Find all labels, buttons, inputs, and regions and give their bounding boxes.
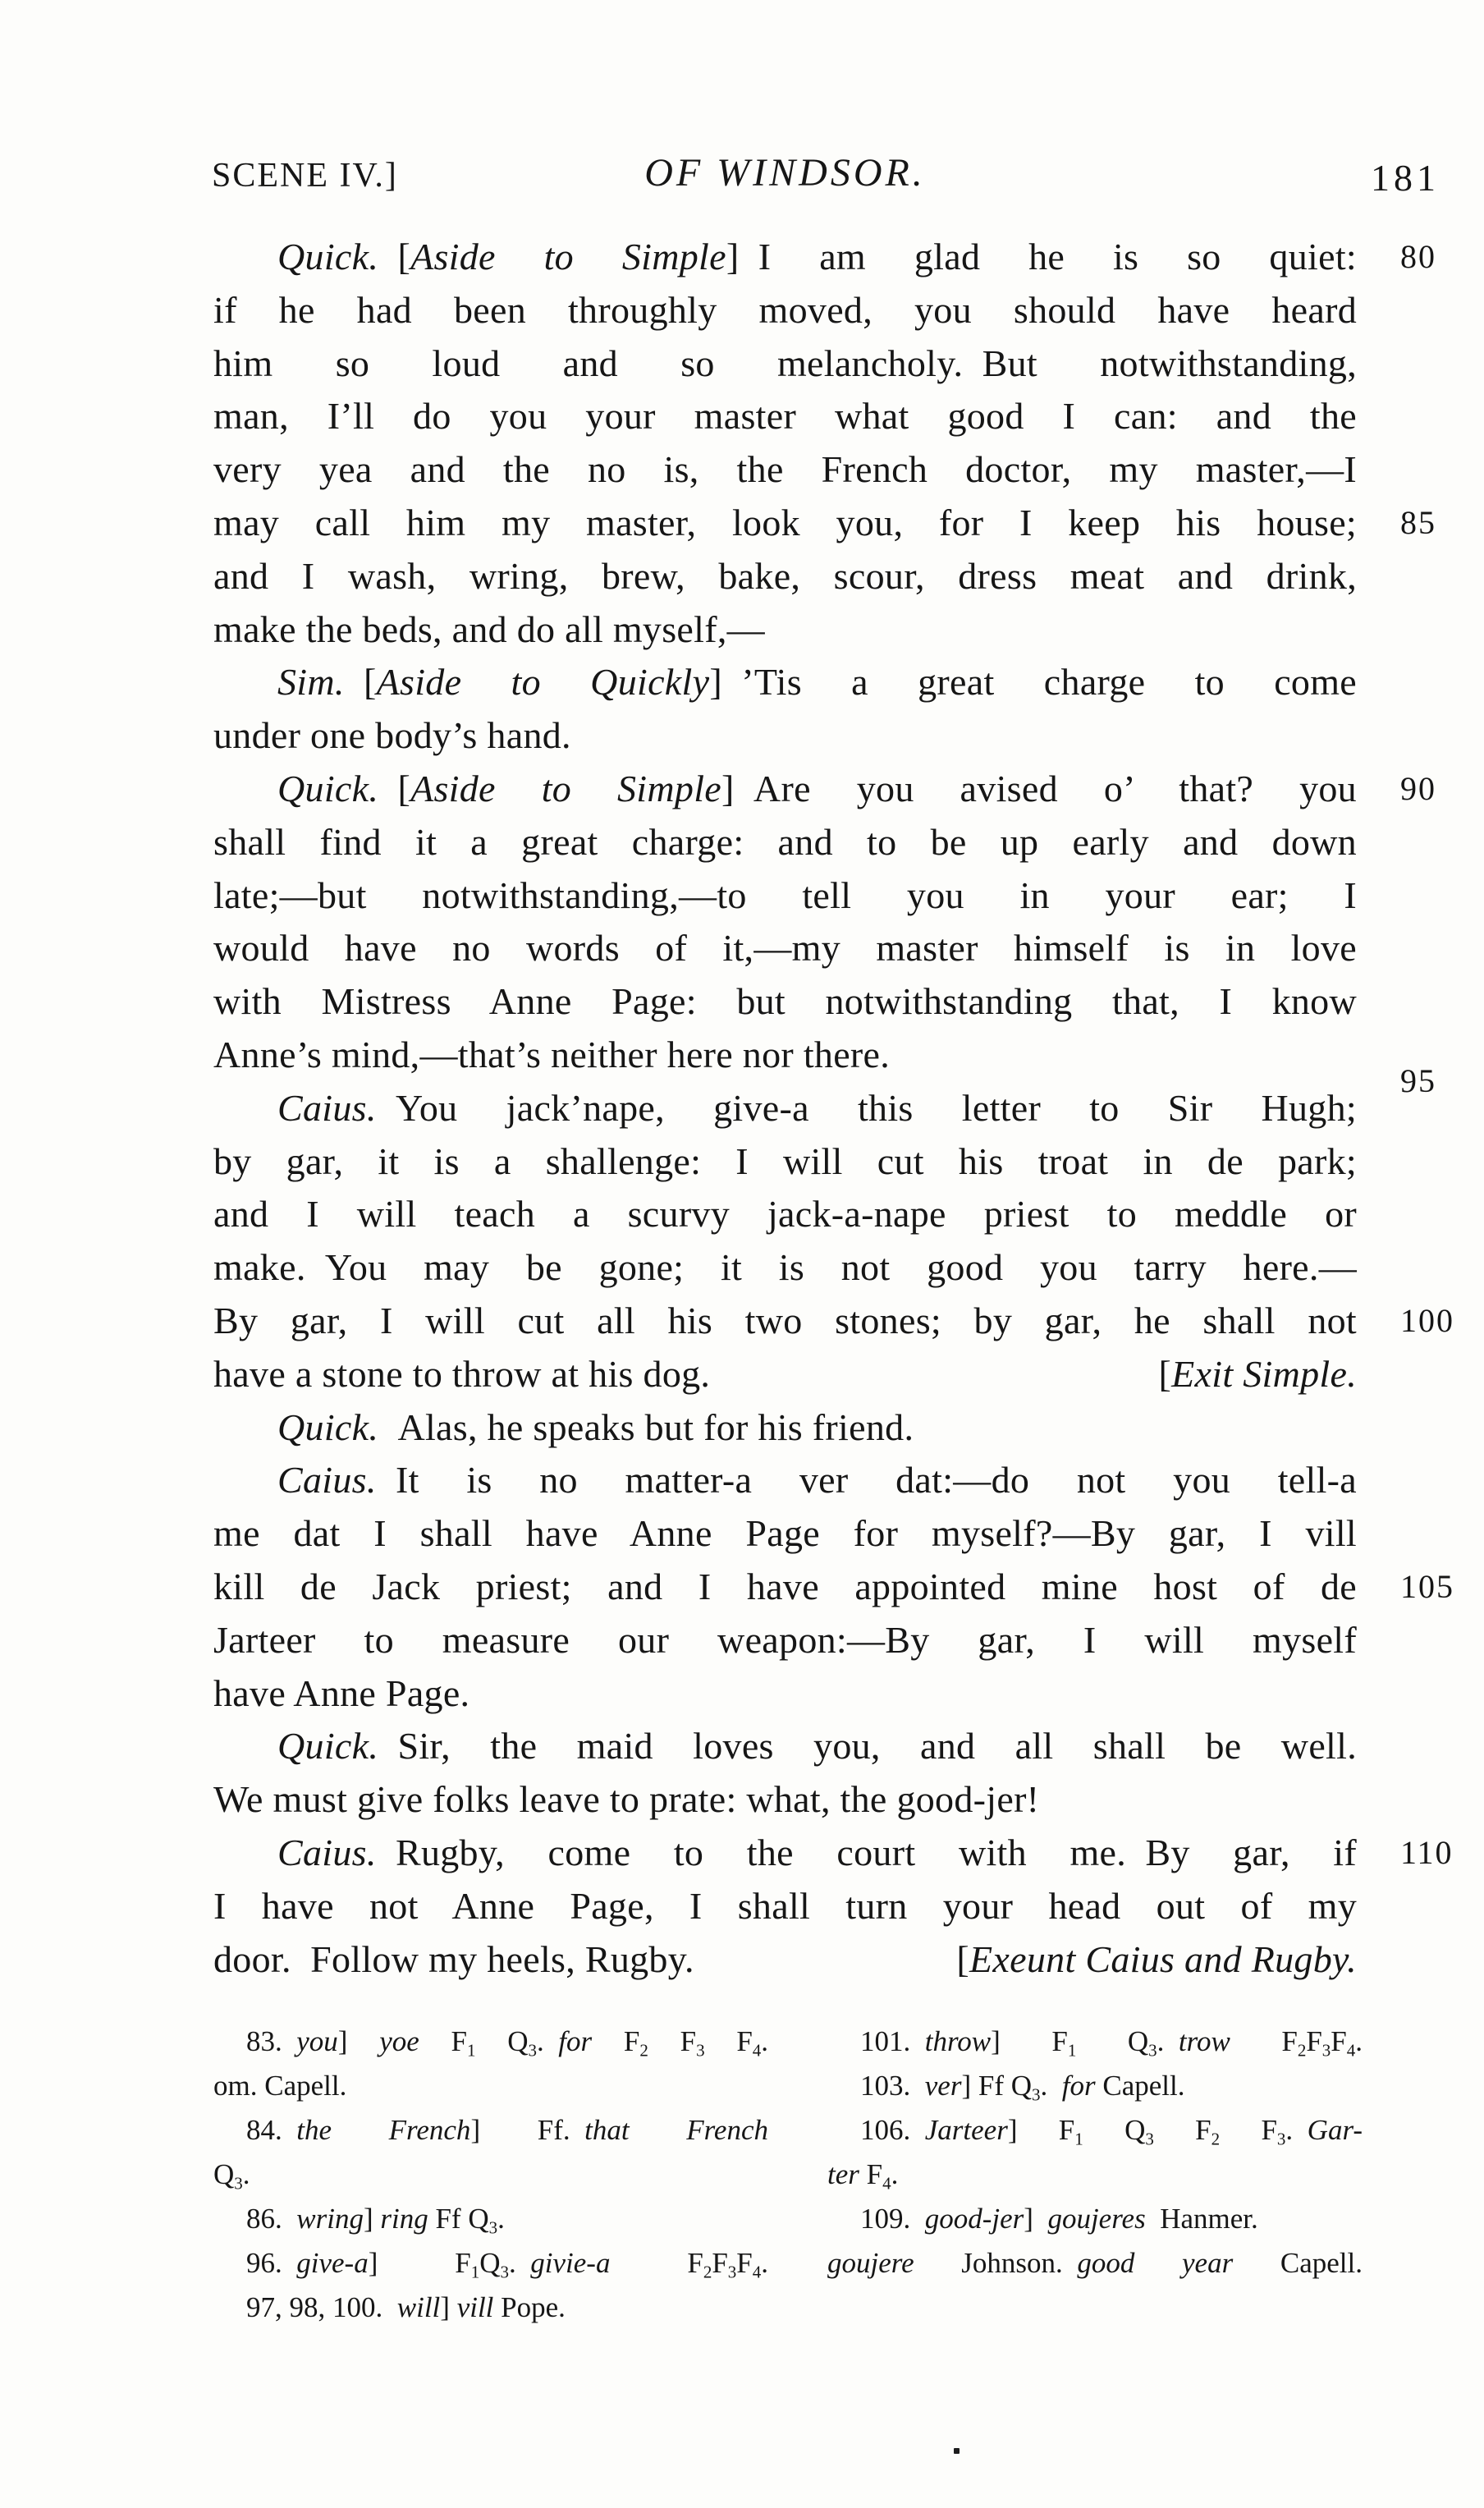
line-text xyxy=(827,2247,1363,2279)
text-run: F xyxy=(1220,2114,1277,2146)
note-line xyxy=(827,2020,1363,2064)
line-text xyxy=(213,608,765,650)
subscript-text: 3 xyxy=(1148,2040,1157,2061)
text-run: under one body’s hand. xyxy=(213,714,571,757)
text-line xyxy=(213,603,1357,657)
page-number: 181 xyxy=(1371,157,1440,199)
text-line xyxy=(213,975,1357,1029)
text-run: 97, 98, 100. xyxy=(246,2291,397,2323)
text-line xyxy=(213,1082,1357,1135)
text-run: Johnson. xyxy=(914,2247,1078,2279)
text-run: . xyxy=(242,2158,250,2190)
text-run: F xyxy=(1153,2114,1211,2146)
italic-text: Aside to Simple xyxy=(410,767,722,809)
line-text xyxy=(277,1406,914,1448)
text-line xyxy=(213,1933,1357,1987)
text-run: F xyxy=(419,2025,467,2057)
line-text xyxy=(213,1938,694,1980)
text-run: F xyxy=(1331,2025,1347,2057)
text-run: ] xyxy=(337,2025,380,2057)
text-line xyxy=(213,869,1357,923)
text-run: by gar, it is a shallenge: I will cut his troat in de park; xyxy=(213,1139,1357,1182)
text-run: F xyxy=(592,2025,640,2057)
italic-text: Exit Simple. xyxy=(1171,1352,1357,1395)
line-text xyxy=(213,2070,346,2102)
subscript-text: 4 xyxy=(752,2040,762,2061)
ink-speck xyxy=(954,2448,960,2454)
italic-text: Caius. xyxy=(277,1831,377,1873)
text-run: It is no matter-a ver dat:—do not you tell-a xyxy=(376,1459,1357,1502)
text-run: om. Capell. xyxy=(213,2070,347,2102)
subscript-text: 4 xyxy=(882,2173,891,2194)
italic-text: Quick. xyxy=(277,236,379,277)
line-text xyxy=(213,980,1357,1022)
italic-text: give-a xyxy=(296,2247,369,2279)
text-line xyxy=(213,1614,1357,1667)
italic-text: ter xyxy=(827,2158,859,2190)
line-text xyxy=(277,1832,1357,1873)
line-text xyxy=(277,768,1357,809)
line-number: 95 xyxy=(1400,1061,1436,1099)
line-text xyxy=(246,2203,505,2238)
italic-text: vill xyxy=(456,2291,494,2323)
line-text xyxy=(213,555,1357,597)
notes-column-left xyxy=(213,2020,768,2330)
italic-text: Quick. xyxy=(277,1725,379,1768)
text-line xyxy=(213,1507,1357,1561)
text-line xyxy=(213,1348,1357,1401)
text-run: By gar, I will cut all his two stones; by gar, he shall not xyxy=(213,1299,1357,1341)
subscript-text: 2 xyxy=(639,2040,648,2061)
text-run: F xyxy=(736,2247,753,2279)
line-text xyxy=(213,1512,1357,1554)
line-text xyxy=(213,2158,250,2194)
text-run: [ xyxy=(344,661,377,704)
subscript-text: 3 xyxy=(500,2262,510,2282)
line-number: 110 xyxy=(1400,1833,1454,1871)
text-run: ] F xyxy=(1007,2114,1075,2146)
line-text xyxy=(860,2025,1363,2061)
italic-text: givie-a xyxy=(530,2247,611,2279)
text-run: door. Follow my heels, Rugby. xyxy=(213,1937,694,1980)
line-text xyxy=(277,661,1357,703)
text-run: ] Ff. xyxy=(470,2114,585,2146)
text-run: make. You may be gone; it is not good you tarry here.— xyxy=(213,1246,1357,1289)
text-run: F xyxy=(704,2025,753,2057)
subscript-text: 3 xyxy=(528,2040,538,2061)
note-line xyxy=(213,2153,768,2197)
text-line xyxy=(213,1561,1454,1614)
note-line xyxy=(827,2064,1363,2108)
text-line xyxy=(213,1773,1357,1827)
text-run: . xyxy=(509,2247,531,2279)
text-run: me dat I shall have Anne Page for myself?—By gar, I vill xyxy=(213,1512,1357,1555)
note-line xyxy=(827,2241,1363,2286)
text-run: . xyxy=(761,2247,769,2279)
text-run: Rugby, come to the court with me. By gar, if xyxy=(376,1831,1357,1873)
text-line xyxy=(213,390,1357,443)
text-run: F xyxy=(712,2247,728,2279)
text-line xyxy=(213,1667,1357,1721)
subscript-text: 3 xyxy=(727,2262,737,2282)
text-run: Q xyxy=(479,2247,501,2279)
italic-text: Aside to Quickly xyxy=(376,661,710,704)
subscript-text: 1 xyxy=(1067,2040,1077,2061)
text-line xyxy=(213,1295,1454,1348)
subscript-text: 1 xyxy=(1074,2129,1083,2149)
text-run: F xyxy=(648,2025,697,2057)
italic-text: goujere xyxy=(827,2247,914,2279)
subscript-text: 4 xyxy=(1346,2040,1356,2061)
line-text xyxy=(213,448,1357,490)
subscript-text: 3 xyxy=(696,2040,705,2061)
stage-direction xyxy=(956,1933,1357,1987)
text-run: him so loud and so melancholy. But notwithstanding, xyxy=(213,342,1357,384)
line-text xyxy=(277,1087,1357,1129)
line-text xyxy=(213,1034,890,1075)
italic-text: the French xyxy=(296,2114,471,2146)
text-run: 84. xyxy=(246,2114,297,2146)
text-run: ] Ff Q xyxy=(961,2070,1033,2102)
stage-direction xyxy=(1159,1348,1358,1401)
italic-text: yoe xyxy=(379,2025,419,2057)
line-number: 90 xyxy=(1400,769,1436,807)
line-text xyxy=(860,2114,1363,2149)
text-line xyxy=(213,1880,1357,1933)
text-run: Alas, he speaks but for his friend. xyxy=(378,1405,914,1448)
text-run: [ xyxy=(1158,1352,1172,1395)
italic-text: Aside to Simple xyxy=(410,236,726,277)
text-run: [ xyxy=(956,1937,970,1980)
subscript-text: 1 xyxy=(467,2040,476,2061)
italic-text: Caius. xyxy=(277,1459,377,1502)
text-run: kill de Jack priest; and I have appointed mine host of de xyxy=(213,1565,1357,1607)
note-line xyxy=(213,2064,768,2108)
text-line xyxy=(213,443,1357,497)
text-run: . xyxy=(1285,2114,1308,2146)
text-run: and I will teach a scurvy jack-a-nape priest to meddle or xyxy=(213,1193,1357,1236)
text-run: We must give folks leave to prate: what, the good-jer! xyxy=(213,1778,1040,1821)
text-run: make the beds, and do all myself,— xyxy=(213,608,765,650)
text-run: ] F xyxy=(991,2025,1068,2057)
text-run: late;—but notwithstanding,—to tell you in your ear; I xyxy=(213,873,1357,916)
line-text xyxy=(860,2203,1258,2235)
text-run: I have not Anne Page, I shall turn your head out of my xyxy=(213,1884,1357,1927)
text-line xyxy=(213,1827,1454,1880)
text-run: Jarteer to measure our weapon:—By gar, I will myself xyxy=(213,1618,1357,1661)
subscript-text: 4 xyxy=(752,2262,762,2282)
text-run: Q xyxy=(1083,2114,1146,2146)
subscript-text: 3 xyxy=(234,2173,243,2194)
line-text xyxy=(213,342,1357,384)
text-run: . xyxy=(537,2025,559,2057)
subscript-text: 3 xyxy=(1145,2129,1154,2149)
line-text xyxy=(246,2247,769,2282)
text-run: ] xyxy=(363,2203,381,2235)
text-run: and I wash, wring, brew, bake, scour, dress meat and drink, xyxy=(213,554,1357,597)
text-run: . xyxy=(761,2025,769,2057)
text-run: ] xyxy=(1024,2203,1048,2235)
line-text xyxy=(213,874,1357,916)
italic-text: for xyxy=(1061,2070,1096,2102)
line-text xyxy=(213,289,1357,331)
text-run: F xyxy=(859,2158,883,2190)
note-line xyxy=(827,2153,1363,2197)
line-text xyxy=(277,236,1357,277)
italic-text: goujeres xyxy=(1047,2203,1146,2235)
italic-text: ring xyxy=(380,2203,428,2235)
subscript-text: 2 xyxy=(703,2262,712,2282)
text-line xyxy=(213,763,1436,816)
text-run: ] xyxy=(440,2291,457,2323)
italic-text: Exeunt Caius and Rugby. xyxy=(969,1937,1357,1980)
text-line xyxy=(213,550,1357,603)
text-run: ] ’Tis a great charge to come xyxy=(709,661,1358,704)
note-line xyxy=(213,2286,768,2330)
subscript-text: 2 xyxy=(1211,2129,1221,2149)
line-number: 105 xyxy=(1400,1567,1454,1605)
italic-text: Jarteer xyxy=(924,2114,1008,2146)
line-text xyxy=(213,1778,1039,1820)
text-run: have a stone to throw at his dog. xyxy=(213,1352,711,1395)
subscript-text: 3 xyxy=(1276,2129,1286,2149)
line-number: 85 xyxy=(1400,503,1436,541)
note-line xyxy=(827,2108,1363,2153)
line-text xyxy=(213,1246,1357,1288)
text-line xyxy=(213,1720,1357,1773)
text-run: F xyxy=(1306,2025,1322,2057)
line-text xyxy=(277,1459,1357,1501)
text-run: 83. xyxy=(246,2025,297,2057)
text-run: Hanmer. xyxy=(1145,2203,1258,2235)
text-line xyxy=(213,1241,1357,1295)
text-run: Ff Q xyxy=(428,2203,489,2235)
italic-text: ver xyxy=(924,2070,962,2102)
italic-text: good year xyxy=(1077,2247,1234,2279)
text-run: Q xyxy=(213,2158,235,2190)
line-number: 100 xyxy=(1400,1301,1454,1339)
subscript-text: 3 xyxy=(1032,2084,1041,2105)
text-run: may call him my master, look you, for I keep his house; xyxy=(213,501,1357,543)
text-run: 106. xyxy=(860,2114,925,2146)
italic-text: wring xyxy=(296,2203,364,2235)
line-text xyxy=(246,2114,768,2146)
text-run: You jack’nape, give-a this letter to Sir Hugh; xyxy=(376,1086,1357,1129)
text-run: with Mistress Anne Page: but notwithstanding that, I know xyxy=(213,980,1357,1023)
line-text xyxy=(860,2070,1185,2105)
italic-text: Quick. xyxy=(277,1405,379,1448)
line-text xyxy=(213,1566,1357,1607)
italic-text: Quick. xyxy=(277,767,379,809)
italic-text: will xyxy=(396,2291,441,2323)
line-text xyxy=(213,1885,1357,1927)
note-line xyxy=(827,2197,1363,2241)
text-run: Q xyxy=(475,2025,529,2057)
note-line xyxy=(213,2197,768,2241)
text-run: ] Are you avised o’ that? you xyxy=(721,767,1357,809)
text-run: . xyxy=(891,2158,899,2190)
line-text xyxy=(213,1672,469,1714)
text-run: 86. xyxy=(246,2203,297,2235)
text-run: . xyxy=(1040,2070,1062,2102)
italic-text: Sim. xyxy=(277,661,345,704)
notes-column-right xyxy=(827,2020,1363,2286)
italic-text: for xyxy=(558,2025,593,2057)
line-text xyxy=(246,2025,769,2061)
italic-text: throw xyxy=(924,2025,992,2057)
text-run: 109. xyxy=(860,2203,925,2235)
running-title: OF WINDSOR. xyxy=(644,151,926,195)
text-line xyxy=(213,1135,1357,1189)
line-text xyxy=(213,1619,1357,1661)
italic-text: that French xyxy=(584,2114,768,2146)
text-run: 103. xyxy=(860,2070,925,2102)
italic-text: good-jer xyxy=(924,2203,1024,2235)
line-text xyxy=(246,2291,566,2323)
subscript-text: 1 xyxy=(470,2262,480,2282)
text-run: F xyxy=(1230,2025,1298,2057)
line-text xyxy=(213,502,1357,543)
line-text xyxy=(213,1300,1357,1341)
text-line xyxy=(213,497,1436,550)
text-run: if he had been throughly moved, you should have heard xyxy=(213,288,1357,331)
italic-text: Caius. xyxy=(277,1086,377,1129)
text-run: have Anne Page. xyxy=(213,1671,470,1714)
play-text xyxy=(213,231,1454,1986)
text-run: [ xyxy=(378,767,411,809)
text-line xyxy=(213,816,1357,869)
italic-text: trow xyxy=(1178,2025,1230,2057)
text-line xyxy=(213,709,1357,763)
line-number: 80 xyxy=(1400,238,1436,275)
text-run: Anne’s mind,—that’s neither here nor there. xyxy=(213,1033,891,1075)
text-run: . xyxy=(1157,2025,1179,2057)
scene-label: SCENE IV.] xyxy=(212,157,398,195)
text-run: man, I’ll do you your master what good I can: and the xyxy=(213,395,1357,438)
subscript-text: 3 xyxy=(488,2217,498,2238)
line-text xyxy=(213,1353,710,1395)
line-text xyxy=(277,1725,1357,1767)
text-run: Capell. xyxy=(1233,2247,1363,2279)
text-line xyxy=(213,922,1357,975)
text-line xyxy=(213,656,1357,709)
text-run: shall find it a great charge: and to be up early and down xyxy=(213,820,1357,863)
text-run: ] F xyxy=(368,2247,471,2279)
text-run: F xyxy=(610,2247,703,2279)
line-text xyxy=(827,2158,899,2194)
note-line xyxy=(213,2108,768,2153)
note-line xyxy=(213,2241,768,2286)
text-run: would have no words of it,—my master himself is in love xyxy=(213,927,1357,970)
text-line xyxy=(213,231,1436,284)
line-text xyxy=(213,1140,1357,1182)
text-run: Sir, the maid loves you, and all shall be well. xyxy=(378,1725,1357,1768)
text-run: ] I am glad he is so quiet: xyxy=(726,236,1357,277)
text-run: . xyxy=(1355,2025,1363,2057)
text-line xyxy=(213,1029,1436,1099)
italic-text: you xyxy=(296,2025,338,2057)
line-text xyxy=(213,821,1357,863)
text-run: very yea and the no is, the French doctor, my master,—I xyxy=(213,448,1357,491)
text-run: Pope. xyxy=(493,2291,566,2323)
italic-text: Gar- xyxy=(1307,2114,1363,2146)
text-line xyxy=(213,337,1357,391)
text-run: [ xyxy=(378,236,411,277)
text-run: Capell. xyxy=(1095,2070,1185,2102)
text-line xyxy=(213,1401,1357,1455)
line-text xyxy=(213,714,571,756)
note-line xyxy=(213,2020,768,2064)
text-run: Q xyxy=(1076,2025,1149,2057)
subscript-text: 3 xyxy=(1321,2040,1331,2061)
line-text xyxy=(213,927,1357,969)
line-text xyxy=(213,395,1357,437)
text-run: . xyxy=(497,2203,505,2235)
text-line xyxy=(213,1188,1357,1241)
line-text xyxy=(213,1193,1357,1235)
text-line xyxy=(213,284,1357,337)
text-run: 101. xyxy=(860,2025,925,2057)
text-line xyxy=(213,1454,1357,1507)
text-run: 96. xyxy=(246,2247,297,2279)
subscript-text: 2 xyxy=(1297,2040,1307,2061)
